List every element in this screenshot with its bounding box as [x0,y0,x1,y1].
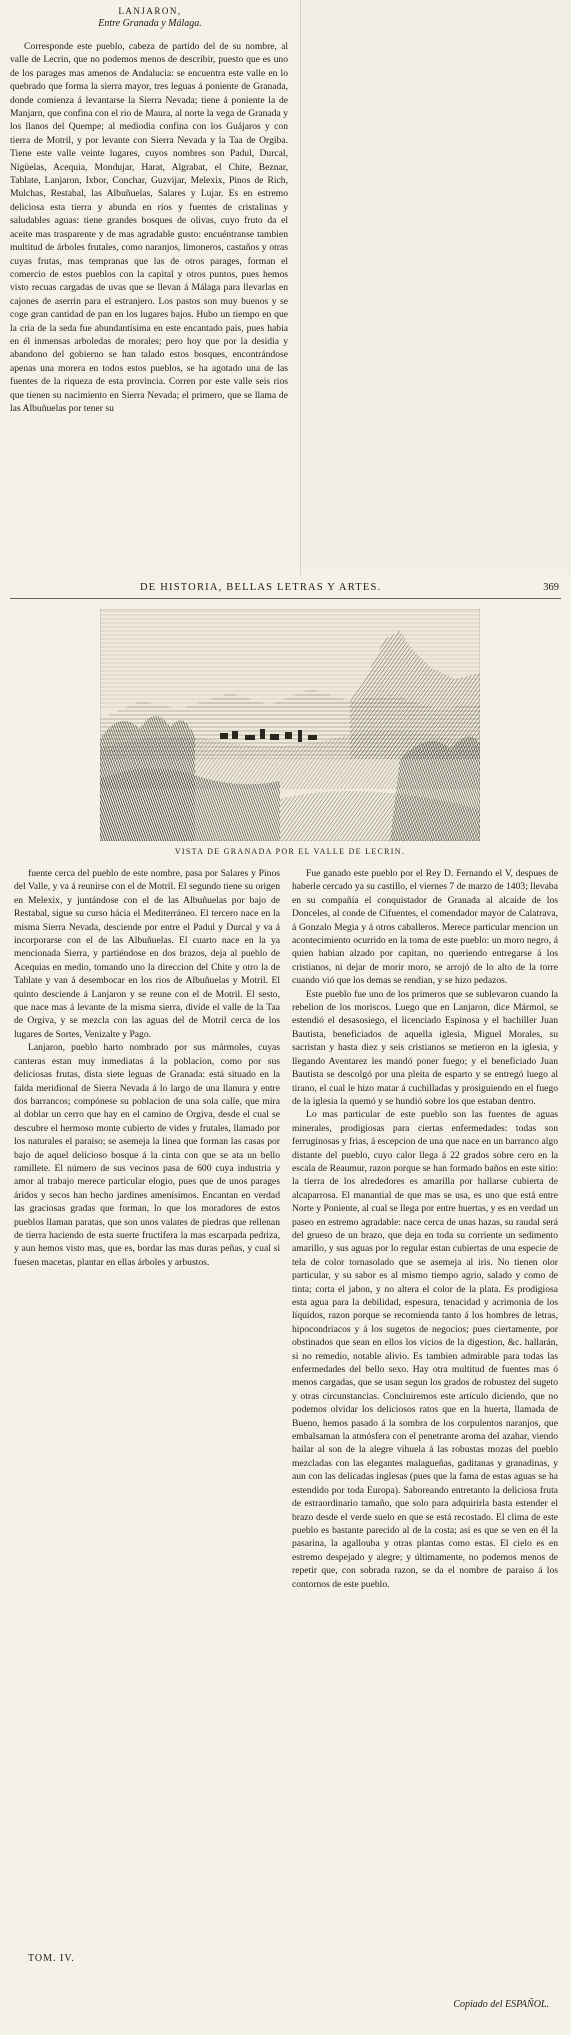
column-right [292,867,558,1987]
paragraph: fuente cerca del pueblo de este nombre, pasa por Salares y Pinos del Valle, y va á reunirse con el de Motril. El segundo tiene su origen en Melexix, y juntándose con el de las Albuñuelas por bajo de Restabal, sigue su curso hácia el Mediterráneo. El tercero nace en la misma Sierra Nevada, desciende por entre el Padul y Durcal y va á incorporarse con el de las Albuñuelas. El cuarto nace en la ya mencionada Sierra, y partiéndose en dos brazos, deja al pueblo de Acequias en medio, tomando uno la direccion del Chite y otro la de Tablate y van á desembocar en los rios de Albuñuelas y Motril. El quinto desciende á Lanjaron y se reune con el de Motril. El sesto, que nace mas á levante de la misma sierra, divide el valle de la Taa de Orgiva, y se mezcla con las aguas del de Motril cerca de los lugares de Sortes, Venizalte y Pago. [14,868,280,1040]
paragraph: Lanjaron, pueblo harto nombrado por sus mármoles, cuyas canteras estan muy inmediatas á la poblacion, como por sus deliciosas frutas, dista siete leguas de Granada: está situado en la falda meridional de Sierra Nevada á lo largo de una llanura y entre dos barrancos; compónese su poblacion de una sola calle, que mira al doblar un cerro que hay en el camino de Orgiva, desde el cual se descubre el hermoso monte cubierto de vides y frutales, llamado por los naturales el paraiso; se asemeja la linea que forman las casas por bajo de aquel delicioso bosque á la cinta con que se ata un bello ramillete. El número de sus vecinos pasa de 600 cuya industria y amor al trabajo merece particular elogio, pues que de unos parages áridos y secos han hecho jardines amenísimos. Encantan en verdad las graciosas gradas que forman, lo que los moradores de estos pueblos llaman paratas, que son unos valates de piedras que rellenan de tierra haciendo de esta suerte fructifera la mas escarpada pedriza, y aun hemos visto mas, que es, bordar las mas duras peñas, y cual si fuesen macetas, plantar en ellas árboles y arbustos. [14,1042,280,1268]
page-header [0,580,571,600]
source-signature: Copiado del ESPAÑOL. [453,1999,549,2010]
engraving-caption: VISTA DE GRANADA POR EL VALLE DE LECRIN. [174,847,406,856]
article-subtitle: Entre Granada y Málaga. [98,18,202,29]
page-number: 369 [543,582,559,593]
paragraph: Este pueblo fue uno de los primeros que se sublevaron cuando la rebelion de los moriscos. Luego que en Lanjaron, dice Mármol, se estendió el desasosiego, el licenciado Espinosa y el bachiller Juan Bautista, beneficiados de aquella iglesia, Miguel Morales, su sacristan y hasta diez y seis cristianos se metieron en la iglesia, y llegando Aventarez les mandó poner fuego; y el beneficiado Juan Bautista se descolgó por una pleita de esparto y se entregó luego al tirano, el cual le hizo matar á cuchilladas y prosiguiendo en el fuego de la iglesia la quemó y se hundió sobre los que estaban dentro. [292,988,558,1107]
header-rule [10,598,561,599]
engraving-granada-view [100,609,480,841]
paragraph: Corresponde este pueblo, cabeza de partido del de su nombre, al valle de Lecrin, que no podemos menos de describir, puesto que es uno de los parages mas amenos de Andalucia: se encuentra este valle en lo quebrado que forma la sierra mayor, tres leguas á poniente de Granada, donde comienza á levantarse la Sierra Nevada; tiene á poniente la de Manjarn, que confina con el rio de Maura, al norte la vega de Granada y los llanos del Quempe; al mediodia confina con los Guájaros y con tierra de Motril, y por levante con Sierra Nevada y la Taa de Orgiba. Tiene este valle veinte lugares, cuyos nombres son Padul, Durcal, Nigüelas, Acequia, Mondujar, Harat, Algrabat, el Chite, Beznar, Tablate, Lanjaron, Ixbor, Conchar, Guzvijar, Melexix, Pinos de Rich, Mulchas, Restabal, las Albuñuelas, Salares y Lujar. Es en estremo deliciosa esta tierra y abunda en rios y fuentes de cristalinas y saludables aguas: tiene grandes bosques de olivas, cuyo fruto da el aceite mas trasparente y de mas agradable gusto: encuéntranse tambien multitud de árboles frutales, como naranjos, limoneros, castaños y otras cuyas frutas, mas tempranas que las de otros parages, forman el comercio de estos pueblos con la capital y otros puntos, pues hemos visto recuas cargadas de uvas que se llevan á Málaga para llevarlas en cajones de aserrin para el estranjero. Los pastos son muy buenos y se coge gran cantidad de pan en los lugares bajos. Hubo un tiempo en que la cria de la seda fue abundantísima en este encantado pais, pues habia en él inmensas arboledas de morales; pero hoy que por la desidia y abandono del gobierno se han talado estos bosques, encontrándose apenas una morera en todos estos pueblos, se ha agotado una de las fuentes de la riqueza de esta provincia. Corren por este valle seis rios que tienen su nacimiento en Sierra Nevada; el primero, que se llama de las Albuñuelas por tener su [10,41,288,414]
volume-mark: TOM. IV. [28,1953,75,1964]
page-369 [0,575,571,2035]
paragraph: Lo mas particular de este pueblo son las fuentes de aguas minerales, prodigiosas para ciertas enfermedades: todas son ferruginosas y frias, á escepcion de una que nace en un barranco algo distante del pueblo, cuyo calor llega á 22 grados sobre cero en la escala de Reaumur, razon porque se han formado baños en este sitio: la tierra de los alrededores es amarilla por hallarse cubierta de alcaparrosa. El manantial de que mas se usa, es uno que está entre Norte y Poniente, al cual se llega por entre huertas, y es en verdad un paseo en estremo agradable: nace cerca de unas hazas, su raudal será del grueso de un brazo, que deja en toda su corriente un sedimento amarillo, y sus aguas por lo regular estan cubiertas de una especie de tela de color tornasolado que se asemeja al iris. No tienen olor particular, y su sabor es al mismo tiempo agrio, salado y como de tinta; corta el jabon, y no altera el color de la plata. Es prodigiosa esta agua para la debilidad, espesura, tenacidad y acrimonia de los líquidos, razon porque se recomienda tanto á los hombres de letras, hipocondriacos y á los sugetos de negocios; pues ciertamente, por obstinados que sean en ellos los vicios de la digestion, &c. hallarán, si no remedio, notable alivio. Es tambien admirable para todas las enfermedades del bello sexo. Hay otra multitud de fuentes mas ó menos cargadas, que se usan segun los grados de robustez del sugeto y otras circunstancias. Concluiremos este artículo diciendo, que no podemos olvidar los deliciosos ratos que en la huerta, llamada de Bueno, hemos pasado á la sombra de los corpulentos naranjos, que embalsaman la atmósfera con el penetrante aroma del azahar, viendo bailar al son de la alegre vihuela á las robustas mozas del pueblo mezcladas con las elegantes malagueñas, gaditanas y granadinas, y aun con las delicadas inglesas (pues que la fama de estas aguas se ha estendido por toda Europa). Saboreando entretanto la deliciosa fruta de estraordinario tamaño, que solo para adquirirla basta estender el brazo desde el verde suelo en que se está recostado. El clima de este pueblo es bastante parecido al de la costa; así es que se ven en él la pasarina, la agallouba y otras plantas como estas. El cielo es en estremo despejado y alegre; y últimamente, no podemos menos de repetir que, con sobrada razon, se da el nombre de paraiso á los contornos de este pueblo. [292,1109,558,1590]
paragraph: Fue ganado este pueblo por el Rey D. Fernando el V, despues de haberle cercado ya su castillo, el viernes 7 de marzo de 1403; llevaba en su compañía el conquistador de Granada al alcaide de los Donceles, al conde de Cifuentes, el comendador mayor de Calatrava, á Gonzalo Megia y á otros caballeros. Merece particular mencion un acontecimiento ocurrido en la toma de este pueblo: un moro negro, á quien habian alzado por capitan, no queriendo entregarse á los cristianos, ni dejar de morir moro, se arrojó de lo alto de la torre cuando vió que los demas se rendian, y se hizo pedazos. [292,868,558,987]
column-left [14,867,280,1947]
running-title: LANJARON, [118,6,182,16]
page-lanjaron-top [0,0,301,576]
column-text [10,40,288,570]
running-title: DE HISTORIA, BELLAS LETRAS Y ARTES. [140,582,382,593]
